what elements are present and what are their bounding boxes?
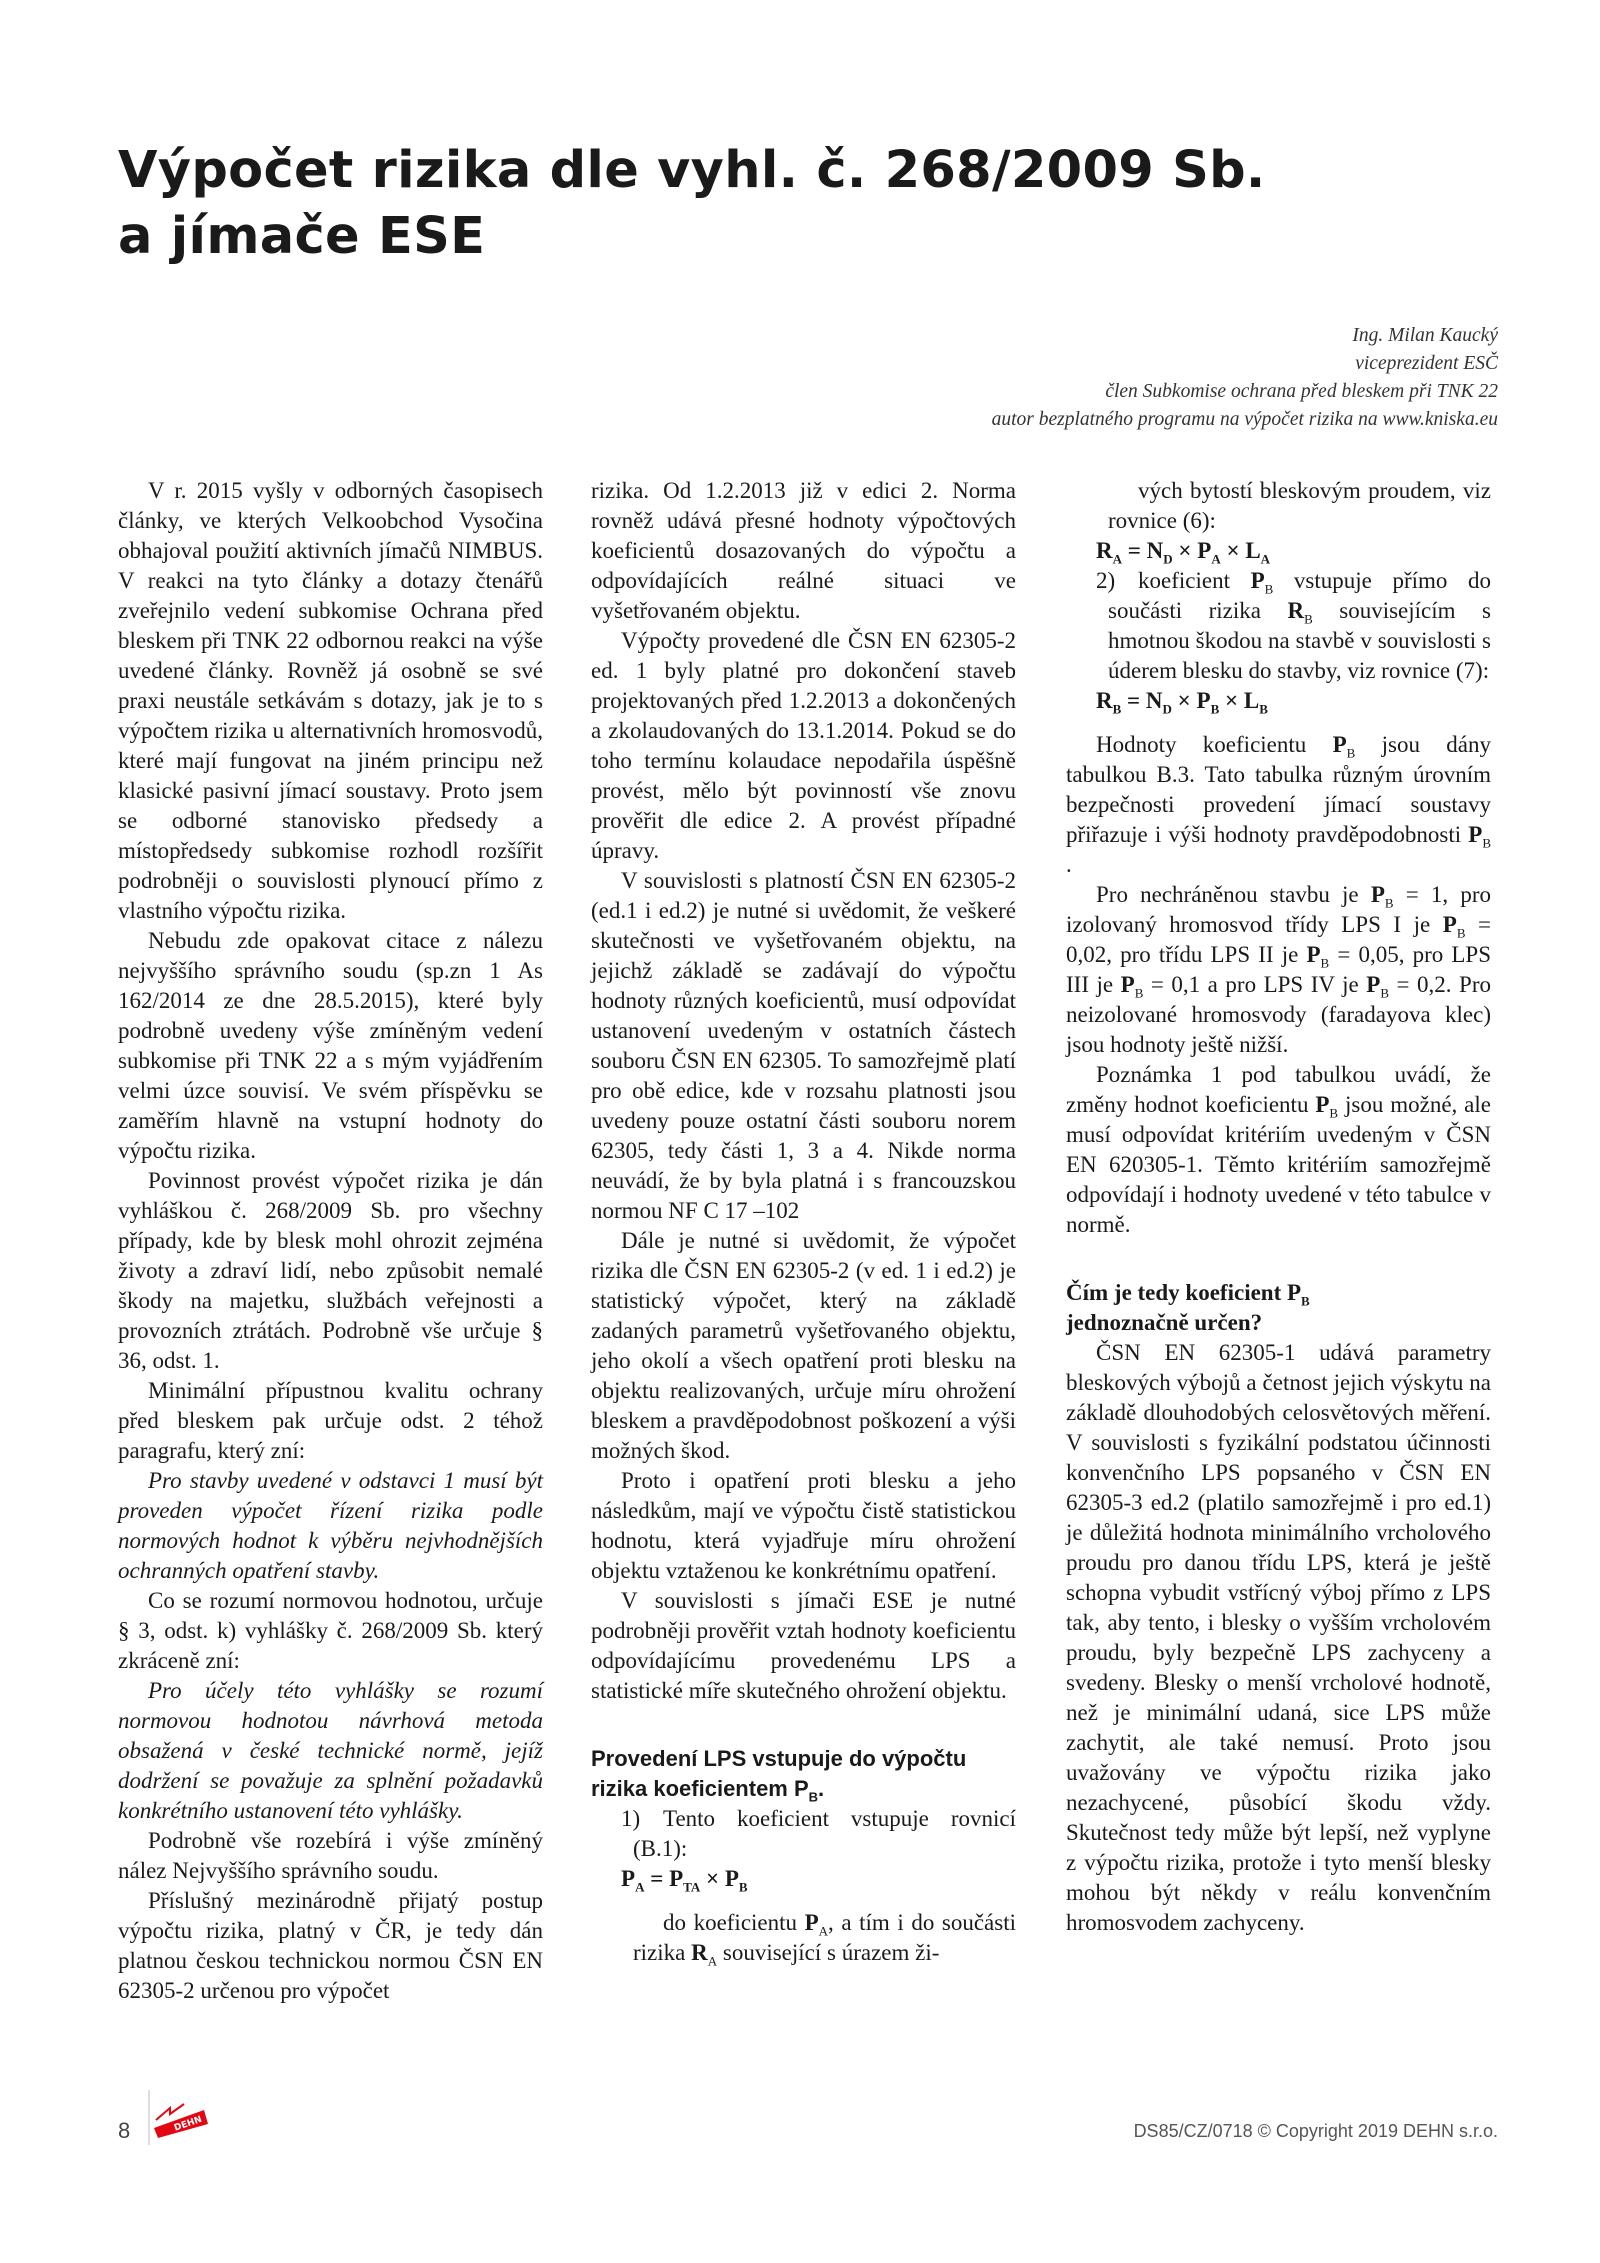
symbol: P bbox=[1250, 568, 1265, 593]
text: vstupuje přímo do součásti rizika bbox=[1108, 568, 1491, 623]
paragraph: Příslušný mezinárodně přijatý postup výpočtu rizika, platný v ČR, je tedy dán platnou českou technickou normou ČSN EN 62305-2 určenou pro výpočet bbox=[118, 1888, 543, 2003]
eq-symbol: P bbox=[724, 1866, 739, 1891]
article-title bbox=[118, 138, 1318, 270]
eq-symbol: N bbox=[1145, 688, 1163, 713]
eq-symbol: P bbox=[1197, 538, 1212, 563]
eq-sub: D bbox=[1163, 551, 1173, 567]
eq-operator: × bbox=[705, 1866, 720, 1891]
quote: Pro stavby uvedené v odstavci 1 musí být proveden výpočet řízení rizika podle normových hodnot k výběru nejvhodnějších ochranných opatření stavby. bbox=[118, 1468, 543, 1583]
subscript: B bbox=[1134, 985, 1144, 1001]
text: související s úrazem ži- bbox=[717, 1940, 940, 1965]
symbol: P bbox=[1120, 972, 1135, 997]
list-text: Tento koeficient vstupuje rovnicí (B.1): bbox=[633, 1806, 1016, 1861]
author-role-1: viceprezident ESČ bbox=[1355, 353, 1498, 374]
paragraph: Co se rozumí normovou hodnotou, určuje § 3, odst. k) vyhlášky č. 268/2009 Sb. který zkráceně zní: bbox=[118, 1588, 543, 1673]
text: Poznámka 1 pod tabulkou uvádí, že změny hodnot koeficientu bbox=[1066, 1062, 1491, 1117]
subscript: B bbox=[1304, 611, 1313, 627]
subscript: B bbox=[1329, 1105, 1339, 1121]
subscript: B bbox=[1264, 581, 1274, 597]
text: jsou dány tabulkou B.3. Tato tabulka různým úrovním bezpečnosti provedení jímací soustavy přiřazuje i výši hodnoty pravděpodobnosti bbox=[1066, 732, 1491, 847]
paragraph: ČSN EN 62305-1 udává parametry bleskových výbojů a četnost jejich výskytu na základě dlouhodobých celosvětových měření. V souvislosti s fyzikální podstatou účinnosti konvenčního LPS popsaného v ČSN EN 62305-3 ed.2 (platilo samozřejmě i pro ed.1) je důležitá hodnota minimálního vrcholového proudu pro danou třídu LPS, která je ještě schopna vybudit vstřícný výboj přímo z LPS tak, aby tento, i blesky o vyšším vrcholovém proudu, byly bezpečně LPS zachyceny a svedeny. Blesky o menší vrcholové hodnotě, než je minimální udaná, sice LPS může zachytit, ale také nemusí. Proto jsou uvažovány ve výpočtu rizika jako nezachycené, působící škodu vždy. Skutečnost tedy může být lepší, než vyplyne z výpočtu rizika, protože i tyto menší blesky mohou být někdy v reálu konvenčním hromosvodem zachyceny. bbox=[1066, 1340, 1491, 1935]
text: koeficient bbox=[1138, 568, 1251, 593]
paragraph bbox=[1066, 730, 1491, 880]
symbol: P bbox=[1332, 732, 1347, 757]
paragraph: Dále je nutné si uvědomit, že výpočet rizika dle ČSN EN 62305-2 (v ed. 1 i ed.2) je statistický výpočet, který na základě zadaných parametrů vyšetřovaného objektu, jeho okolí a všech opatření proti blesku na objektu realizovaných, určuje míru ohrožení bleskem a pravděpodobnost poškození a výši možných škod. bbox=[591, 1228, 1016, 1463]
list-item-continuation bbox=[591, 1908, 1016, 1968]
eq-symbol: P bbox=[1196, 688, 1211, 713]
section-heading bbox=[591, 1744, 1016, 1804]
quote: Pro účely této vyhlášky se rozumí normovou hodnotou návrhová metoda obsažená v české technické normě, jejíž dodržení se považuje za splnění požadavků konkrétního ustanovení této vyhlášky. bbox=[118, 1678, 543, 1823]
paragraph: V souvislosti s jímači ESE je nutné podrobněji prověřit vztah hodnoty koeficientu odpovídajícímu provedenému LPS a statistické míře skutečného ohrožení objektu. bbox=[591, 1588, 1016, 1703]
symbol: P bbox=[1306, 942, 1321, 967]
title-line-2: a jímače ESE bbox=[118, 207, 486, 266]
equation-6 bbox=[1066, 536, 1491, 566]
subscript: A bbox=[818, 1923, 829, 1939]
subscript: B bbox=[1384, 895, 1394, 911]
author-name: Ing. Milan Kaucký bbox=[1352, 325, 1498, 346]
title-line-1: Výpočet rizika dle vyhl. č. 268/2009 Sb. bbox=[118, 141, 1266, 200]
eq-symbol: P bbox=[669, 1866, 684, 1891]
section-heading bbox=[1066, 1278, 1491, 1338]
text: do koeficientu bbox=[663, 1910, 805, 1935]
eq-sub: TA bbox=[683, 1879, 701, 1895]
eq-sub: B bbox=[1210, 701, 1220, 717]
text: = 1, pro izolovaný hromosvod třídy LPS I je bbox=[1066, 882, 1491, 937]
paragraph: Výpočty provedené dle ČSN EN 62305-2 ed. 1 byly platné pro dokončení staveb projektovaných před 1.2.2013 a dokončených a zkolaudovaných do 13.1.2014. Pokud se do toho termínu kolaudace nepodařila úspěšně provést, mělo být povinností vše znovu prověřit dle edice 2. A provést případné úpravy. bbox=[591, 628, 1016, 863]
list-item bbox=[591, 1804, 1016, 1864]
column-1 bbox=[118, 476, 543, 2006]
eq-sub: A bbox=[1260, 551, 1271, 567]
eq-symbol: L bbox=[1245, 538, 1261, 563]
list-item bbox=[1066, 566, 1491, 686]
symbol: P bbox=[1370, 882, 1385, 907]
symbol: R bbox=[1287, 598, 1305, 623]
paragraph: Povinnost provést výpočet rizika je dán vyhláškou č. 268/2009 Sb. pro všechny případy, kde by blesk mohl ohrozit zejména životy a zdraví lidí, nebo způsobit nemalé škody na majetku, službách veřejnosti a provozních ztrátách. Podrobně vše určuje § 36, odst. 1. bbox=[118, 1168, 543, 1373]
symbol: P bbox=[804, 1910, 819, 1935]
svg-text:DEHN: DEHN bbox=[173, 2114, 204, 2134]
text: , a tím i do součásti rizika bbox=[633, 1910, 1016, 1965]
list-number: 2) bbox=[1096, 568, 1116, 593]
eq-operator: = bbox=[1127, 688, 1141, 713]
paragraph: V r. 2015 vyšly v odborných časopisech články, ve kterých Velkoobchod Vysočina obhajoval použití aktivních jímačů NIMBUS. V reakci na tyto články a dotazy čtenářů zveřejnilo vedení subkomise Ochrana před bleskem při TNK 22 odbornou reakci na výše uvedené články. Rovněž já osobně se své praxi neustále setkávám s dotazy, jak je to s výpočtem rizika u alternativních hromosvodů, které mají fungovat na jiném principu než klasické pasivní jímací soustavy. Proto jsem se odborné stanovisko předsedy a místopředsedy subkomise rozhodl rozšířit podrobněji o souvislosti plynoucí přímo z vlastního výpočtu rizika. bbox=[118, 478, 543, 923]
eq-operator: × bbox=[1225, 688, 1239, 713]
eq-sub: B bbox=[738, 1879, 748, 1895]
subscript: B bbox=[1456, 925, 1466, 941]
page-number: 8 bbox=[118, 2118, 131, 2143]
equation-b1 bbox=[591, 1864, 1016, 1894]
text: Pro nechráněnou stavbu je bbox=[1096, 882, 1371, 907]
eq-sub: B bbox=[1112, 701, 1122, 717]
eq-sub: A bbox=[1211, 551, 1221, 567]
heading-text: Čím je tedy koeficient P bbox=[1066, 1280, 1302, 1305]
dehn-logo-icon bbox=[150, 2098, 212, 2138]
symbol: P bbox=[1468, 822, 1483, 847]
text: jsou možné, ale musí odpovídat kritériím uvedeným v ČSN EN 620305-1. Těmto kritériím samozřejmě odpovídají i hodnoty uvedené v této tabulce v normě. bbox=[1066, 1092, 1491, 1237]
text: = 0,2. Pro neizolované hromosvody (faradayova klec) jsou hodnoty ještě nižší. bbox=[1066, 972, 1492, 1057]
eq-sub: B bbox=[1259, 701, 1268, 717]
subscript: B bbox=[1346, 745, 1356, 761]
heading-text: jednoznačně určen? bbox=[1066, 1310, 1263, 1335]
eq-sub: A bbox=[1112, 551, 1123, 567]
paragraph bbox=[1066, 1060, 1491, 1240]
eq-symbol: L bbox=[1243, 688, 1260, 713]
equation-7 bbox=[1066, 686, 1491, 716]
eq-operator: × bbox=[1178, 538, 1192, 563]
subscript: B bbox=[1320, 955, 1330, 971]
heading-subscript: B bbox=[1301, 1293, 1310, 1309]
paragraph bbox=[1066, 880, 1491, 1060]
column-2 bbox=[591, 476, 1016, 1968]
heading-subscript: B bbox=[808, 1789, 819, 1805]
eq-symbol: N bbox=[1146, 538, 1164, 563]
subscript: B bbox=[1380, 985, 1389, 1001]
paragraph: Podrobně vše rozebírá i výše zmíněný nález Nejvyššího správního soudu. bbox=[118, 1828, 543, 1883]
text: = 0,02, pro třídu LPS II je bbox=[1066, 912, 1491, 967]
text: = 0,05, pro LPS III je bbox=[1066, 942, 1492, 997]
paragraph: Proto i opatření proti blesku a jeho následkům, mají ve výpočtu čistě statistickou hodnotu, která vyjadřuje míru ohrožení objektu vztaženou ke konkrétnímu opatření. bbox=[591, 1468, 1016, 1583]
author-role-3: autor bezplatného programu na výpočet rizika na www.kniska.eu bbox=[991, 409, 1498, 430]
heading-text: Provedení LPS vstupuje do výpočtu rizika koeficientem P bbox=[591, 1746, 967, 1801]
subscript: A bbox=[707, 1953, 718, 1969]
eq-sub: D bbox=[1162, 701, 1172, 717]
text: souvisejícím s hmotnou škodou na stavbě v souvislosti s úderem blesku do stavby, viz rovnice (7): bbox=[1108, 598, 1491, 683]
eq-operator: = bbox=[1127, 538, 1141, 563]
paragraph: V souvislosti s platností ČSN EN 62305-2 (ed.1 i ed.2) je nutné si uvědomit, že veškeré skutečnosti ve vyšetřovaném objektu, na jejichž základě se zadávají do výpočtu hodnoty různých koeficientů, musí odpovídat ustanovení uvedeným v ostatních částech souboru ČSN EN 62305. To samozřejmě platí pro obě edice, kde v rozsahu platnosti jsou uvedeny pouze ostatní části souboru norem 62305, tedy části 1, 3 a 4. Nikde norma neuvádí, že by byla platná i s francouzskou normou NF C 17 –102 bbox=[591, 868, 1016, 1223]
eq-symbol: R bbox=[1096, 538, 1113, 563]
eq-operator: × bbox=[1177, 688, 1191, 713]
eq-symbol: P bbox=[621, 1866, 636, 1891]
paragraph: Minimální přípustnou kvalitu ochrany před bleskem pak určuje odst. 2 téhož paragrafu, který zní: bbox=[118, 1378, 543, 1463]
copyright-notice: DS85/CZ/0718 © Copyright 2019 DEHN s.r.o. bbox=[1133, 2121, 1498, 2141]
subscript: B bbox=[1482, 835, 1491, 851]
text: = 0,1 a pro LPS IV je bbox=[1143, 972, 1367, 997]
author-role-2: člen Subkomise ochrana před bleskem při TNK 22 bbox=[1105, 381, 1498, 402]
eq-symbol: R bbox=[1096, 688, 1113, 713]
symbol: P bbox=[1315, 1092, 1330, 1117]
author-block bbox=[598, 322, 1498, 434]
eq-operator: = bbox=[650, 1866, 664, 1891]
list-number: 1) bbox=[621, 1806, 641, 1831]
column-3 bbox=[1066, 476, 1491, 1938]
paragraph: Nebudu zde opakovat citace z nálezu nejvyššího správního soudu (sp.zn 1 As 162/2014 ze dne 28.5.2015), které byly podrobně uvedeny výše zmíněným vedení subkomise při TNK 22 a s mým vyjádřením velmi úzce souvisí. Ve svém příspěvku se zaměřím hlavně na vstupní hodnoty do výpočtu rizika. bbox=[118, 928, 543, 1163]
text: Hodnoty koeficientu bbox=[1096, 732, 1333, 757]
symbol: P bbox=[1366, 972, 1381, 997]
eq-sub: A bbox=[635, 1879, 645, 1895]
symbol: R bbox=[691, 1940, 708, 1965]
text: . bbox=[1066, 852, 1072, 877]
paragraph: rizika. Od 1.2.2013 již v edici 2. Norma rovněž udává přesné hodnoty výpočtových koeficientů dosazovaných do výpočtu a odpovídajících reálné situaci ve vyšetřovaném objektu. bbox=[591, 478, 1016, 623]
eq-operator: × bbox=[1226, 538, 1240, 563]
symbol: P bbox=[1442, 912, 1457, 937]
heading-end: . bbox=[818, 1776, 825, 1801]
list-item-continuation: vých bytostí bleskovým proudem, viz rovnice (6): bbox=[1108, 478, 1491, 533]
